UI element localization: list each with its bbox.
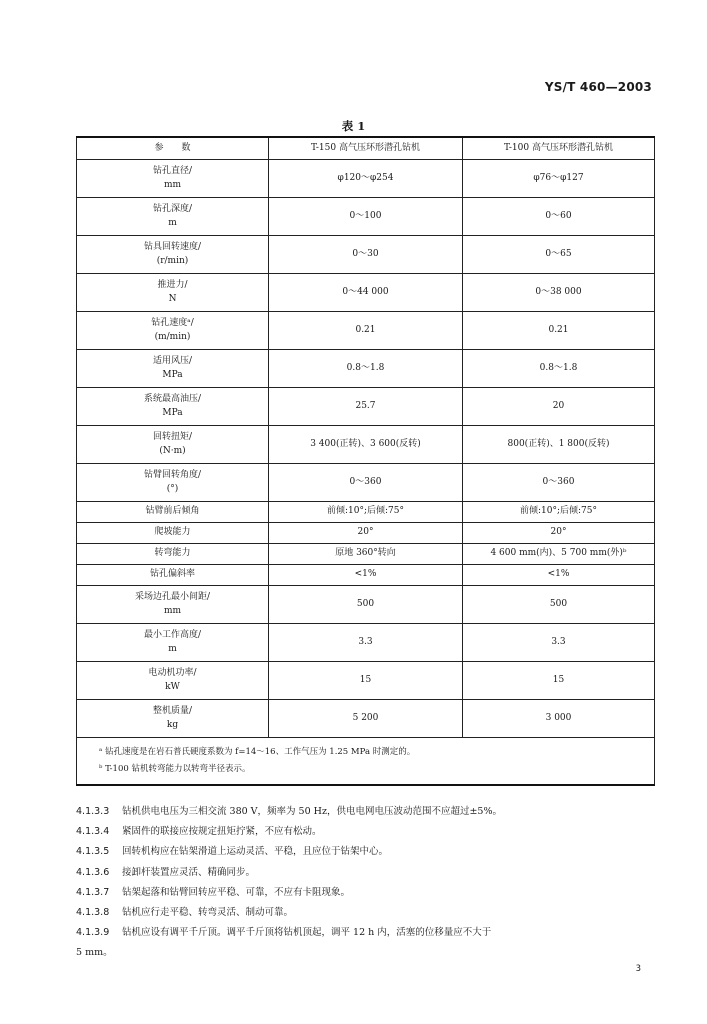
footnote-a: ᵃ 钻孔速度是在岩石普氏硬度系数为 f=14～16、工作气压为 1.25 MPa 时测定的。 [99, 747, 416, 757]
t100-value: <1% [463, 565, 655, 586]
param-name: 回转扭矩/ (N·m) [77, 426, 269, 464]
t100-value: φ76～φ127 [463, 160, 655, 198]
clause-continuation: 5 mm。 [76, 947, 113, 959]
param-name: 钻臂前后倾角 [77, 502, 269, 523]
table-row [77, 198, 655, 236]
table-row [77, 700, 655, 738]
clause-number: 4.1.3.4 [76, 826, 110, 838]
clause-text: 回转机构应在钻架滑道上运动灵活、平稳，且应位于钻架中心。 [122, 846, 389, 858]
param-name: 钻孔速度ᵃ/ (m/min) [77, 312, 269, 350]
table-row [77, 523, 655, 544]
clause-item [76, 863, 654, 883]
param-name: 转弯能力 [77, 544, 269, 565]
clause-text: 紧固件的联接应按规定扭矩拧紧，不应有松动。 [122, 826, 322, 838]
table-row [77, 388, 655, 426]
table-row [77, 662, 655, 700]
t100-value: 0～38 000 [463, 274, 655, 312]
t100-value: 15 [463, 662, 655, 700]
table-row [77, 502, 655, 523]
t150-value: φ120～φ254 [269, 160, 463, 198]
table-row [77, 624, 655, 662]
param-name: 钻孔深度/ m [77, 198, 269, 236]
footnote-b: ᵇ T-100 钻机转弯能力以转弯半径表示。 [99, 764, 251, 774]
column-header-t100: T-100 高气压环形潜孔钻机 [463, 137, 655, 160]
parameters-table [76, 136, 655, 786]
t100-value: 3.3 [463, 624, 655, 662]
t150-value: 25.7 [269, 388, 463, 426]
page-number: 3 [635, 964, 641, 974]
param-name: 钻孔直径/ mm [77, 160, 269, 198]
clause-text: 钻机应行走平稳、转弯灵活、制动可靠。 [122, 907, 294, 919]
table-title: 表 1 [341, 119, 366, 133]
param-name: 适用风压/ MPa [77, 350, 269, 388]
footnote-row [77, 738, 655, 786]
t100-value: 500 [463, 586, 655, 624]
clause-item [76, 802, 654, 822]
t150-value: 原地 360°转向 [269, 544, 463, 565]
table-row [77, 565, 655, 586]
t100-value: 800(正转)、1 800(反转) [463, 426, 655, 464]
table-row [77, 464, 655, 502]
clause-text: 接卸杆装置应灵活、精确同步。 [122, 866, 256, 878]
t150-value: 前倾:10°;后倾:75° [269, 502, 463, 523]
table-row [77, 586, 655, 624]
t150-value: 3 400(正转)、3 600(反转) [269, 426, 463, 464]
clause-number: 4.1.3.3 [76, 806, 110, 817]
table-row [77, 236, 655, 274]
clause-number: 4.1.3.9 [76, 927, 110, 939]
t150-value: 0～100 [269, 198, 463, 236]
clause-item [76, 903, 654, 923]
clause-number: 4.1.3.8 [76, 907, 110, 919]
param-name: 钻臂回转角度/ (°) [77, 464, 269, 502]
param-name: 爬坡能力 [77, 523, 269, 544]
t150-value: 20° [269, 523, 463, 544]
t150-value: 0.21 [269, 312, 463, 350]
clause-number: 4.1.3.6 [76, 866, 110, 878]
t100-value: 0～65 [463, 236, 655, 274]
t150-value: 0～30 [269, 236, 463, 274]
table-row [77, 312, 655, 350]
clause-text: 钻架起落和钻臂回转应平稳、可靠，不应有卡阻现象。 [122, 886, 351, 898]
table-row [77, 544, 655, 565]
clause-item [76, 923, 654, 943]
t150-value: 500 [269, 586, 463, 624]
table-footnotes [77, 738, 655, 786]
standard-code: YS/T 460—2003 [544, 80, 652, 94]
param-name: 系统最高油压/ MPa [77, 388, 269, 426]
table-row [77, 274, 655, 312]
t100-value: 0.8～1.8 [463, 350, 655, 388]
t150-value: 0～360 [269, 464, 463, 502]
clause-item [76, 883, 654, 903]
t150-value: <1% [269, 565, 463, 586]
clause-number: 4.1.3.5 [76, 846, 110, 858]
table-header-row [77, 137, 655, 160]
t100-value: 4 600 mm(内)、5 700 mm(外)ᵇ [463, 544, 655, 565]
clause-item [76, 842, 654, 862]
param-name: 整机质量/ kg [77, 700, 269, 738]
table-row [77, 160, 655, 198]
t100-value: 0～60 [463, 198, 655, 236]
t150-value: 3.3 [269, 624, 463, 662]
param-name: 钻孔偏斜率 [77, 565, 269, 586]
clause-list [76, 802, 654, 964]
clause-number: 4.1.3.7 [76, 886, 110, 898]
param-name: 推进力/ N [77, 274, 269, 312]
t150-value: 0～44 000 [269, 274, 463, 312]
param-name: 电动机功率/ kW [77, 662, 269, 700]
t100-value: 前倾:10°;后倾:75° [463, 502, 655, 523]
clause-text: 钻机供电电压为三相交流 380 V，频率为 50 Hz，供电电网电压波动范围不应超过±5%。 [122, 806, 502, 817]
column-header-parameter: 参 数 [77, 137, 269, 160]
t150-value: 0.8～1.8 [269, 350, 463, 388]
t150-value: 5 200 [269, 700, 463, 738]
t100-value: 3 000 [463, 700, 655, 738]
table-row [77, 350, 655, 388]
t100-value: 20 [463, 388, 655, 426]
table-row [77, 426, 655, 464]
t100-value: 20° [463, 523, 655, 544]
clause-item [76, 822, 654, 842]
param-name: 采场边孔最小间距/ mm [77, 586, 269, 624]
t150-value: 15 [269, 662, 463, 700]
param-name: 钻具回转速度/ (r/min) [77, 236, 269, 274]
t100-value: 0.21 [463, 312, 655, 350]
t100-value: 0～360 [463, 464, 655, 502]
column-header-t150: T-150 高气压环形潜孔钻机 [269, 137, 463, 160]
param-name: 最小工作高度/ m [77, 624, 269, 662]
clause-text: 钻机应设有调平千斤顶。调平千斤顶将钻机顶起，调平 12 h 内，活塞的位移量应不大于 [122, 927, 492, 939]
